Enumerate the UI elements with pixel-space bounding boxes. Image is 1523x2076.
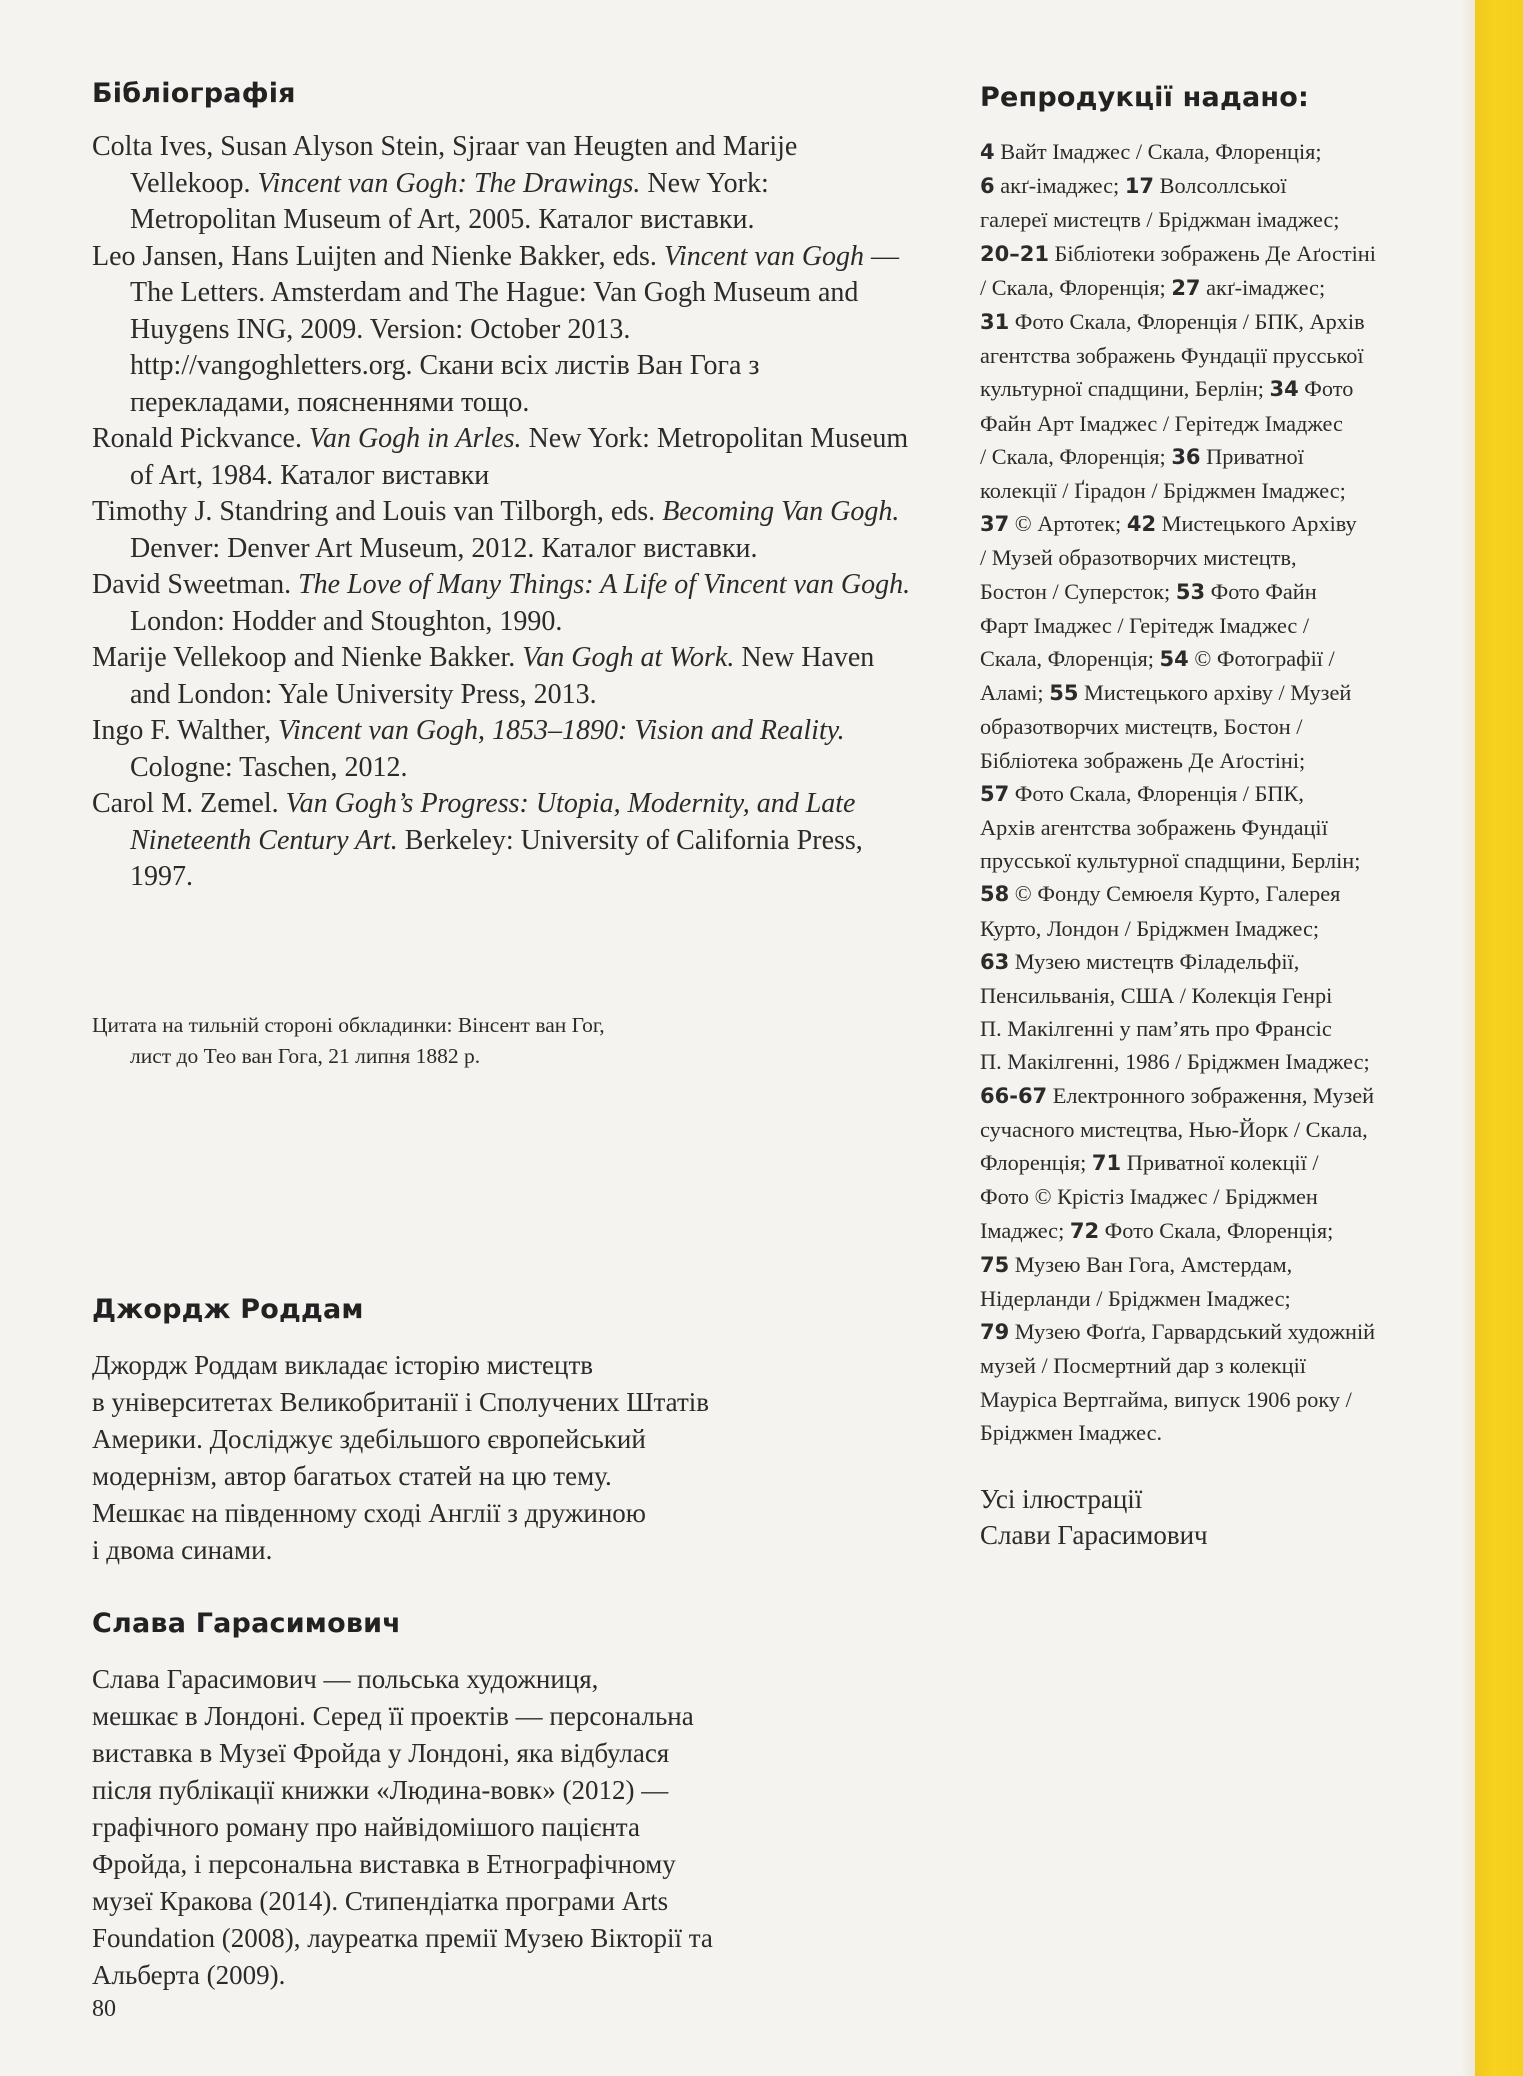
credit-text: / Скала, Флоренція;	[980, 274, 1172, 300]
credit-text: / Музей образотворчих мистецтв,	[980, 545, 1297, 571]
credit-line	[980, 912, 1470, 945]
bibliography-entry	[92, 786, 912, 896]
credit-page-number: 63	[980, 949, 1010, 974]
credit-text: Фото	[1298, 376, 1354, 402]
credit-line	[980, 744, 1470, 777]
credit-line	[980, 474, 1470, 507]
credit-line	[980, 1180, 1470, 1213]
entry-title: Van Gogh in Arles.	[308, 423, 522, 454]
credit-text: Нідерланди / Бріджмен Імаджес;	[980, 1285, 1291, 1311]
credit-text: прусської культурної спадщини, Берлін;	[980, 848, 1361, 874]
credit-text: Фото Файн	[1205, 578, 1317, 604]
entry-title: Vincent	[663, 240, 748, 272]
bio-line: виставка в Музеї Фройда у Лондоні, яка відбулася	[92, 1738, 670, 1768]
credit-text: Пенсильванія, США / Колекція Генрі	[980, 983, 1333, 1009]
bio-line: музеї Кракова (2014). Стипендіатка програми Arts	[92, 1886, 669, 1916]
credit-page-number: 17	[1124, 174, 1155, 199]
bibliography-list	[92, 129, 912, 896]
bibliography-entry	[92, 640, 912, 713]
credit-text: Скала, Флоренція;	[980, 646, 1160, 672]
credit-line	[980, 169, 1470, 203]
bio-line: мешкає в Лондоні. Серед її проектів — персональна	[92, 1701, 694, 1731]
entry-title: Van Gogh at Work.	[522, 642, 735, 673]
credit-line	[980, 372, 1470, 406]
credit-page-number: 71	[1091, 1151, 1122, 1176]
entry-text: Marije Vellekoop and Nienke Bakker.	[92, 642, 523, 673]
bibliography-entry	[92, 567, 912, 640]
credit-line	[980, 1079, 1470, 1113]
credit-text: Фото Скала, Флоренція / БПК, Архів	[1009, 309, 1365, 335]
credit-text: / Скала, Флоренція;	[980, 443, 1172, 469]
credit-text: образотворчих мистецтв, Бостон /	[980, 714, 1303, 740]
credit-line	[980, 811, 1470, 844]
credit-page-number: 58	[980, 882, 1010, 907]
credit-text: Аламі;	[980, 680, 1050, 706]
credit-page-number: 6	[980, 174, 995, 199]
credit-line	[980, 575, 1470, 609]
credit-line	[980, 271, 1470, 305]
bio-line: після публікації книжки «Людина-вовк» (2012) —	[92, 1775, 669, 1805]
entry-title: Van Gogh.	[781, 496, 900, 527]
credit-text: Приватної колекції /	[1121, 1150, 1319, 1176]
credit-page-number: 27	[1171, 275, 1201, 300]
credit-line	[980, 237, 1470, 271]
credit-page-number: 53	[1175, 579, 1206, 604]
credit-line	[980, 844, 1470, 877]
credit-line	[980, 135, 1470, 169]
credit-line	[980, 1416, 1470, 1449]
credit-line	[980, 203, 1470, 236]
entry-text: Van Gogh Museum and Huygens ING, 2009. Version:	[130, 277, 859, 345]
credit-text: Бостон / Суперсток;	[980, 578, 1176, 604]
entry-text: Ingo F. Walther,	[92, 715, 278, 746]
entry-text: Timothy J. Standring and Louis van Tilborgh, eds.	[92, 496, 663, 527]
credit-page-number: 42	[1126, 512, 1157, 537]
credit-text: П. Макілгенні у пам’ять про Франсіс	[980, 1016, 1332, 1042]
bibliography-entry	[92, 421, 912, 494]
credit-text: акґ-імаджес;	[1200, 274, 1326, 300]
entry-text: New York:	[521, 423, 650, 454]
entry-title: Van Gogh’s Progress: Utopia, Modernity,	[285, 788, 750, 819]
credit-text: агентства зображень Фундації прусської	[980, 343, 1364, 369]
credit-text: галереї мистецтв / Бріджман імаджес;	[980, 207, 1340, 233]
credit-page-number: 54	[1159, 647, 1189, 672]
entry-title: Vincent van Gogh, 1853–1890: Vision and	[277, 715, 753, 746]
bio-line: Джордж Роддам викладає історію мистецтв	[92, 1350, 594, 1380]
credit-page-number: 31	[980, 310, 1010, 335]
credit-line	[980, 1282, 1470, 1315]
entry-text: листів Ван Гога з перекладами, поясненнями тощо.	[130, 350, 760, 418]
illustrations-credit	[980, 1481, 1470, 1553]
credit-text: Архів агентства зображень Фундації	[980, 815, 1328, 841]
credit-text: Волсоллської	[1154, 173, 1287, 199]
picture-credits-section	[980, 82, 1470, 1553]
credit-page-number: 55	[1049, 681, 1079, 706]
credit-text: © Артотек;	[1009, 511, 1127, 537]
credit-line	[980, 877, 1470, 911]
credit-line	[980, 339, 1470, 372]
bio-line: і двома синами.	[92, 1535, 273, 1565]
credit-line	[980, 979, 1470, 1012]
bio-line: Foundation (2008), лауреатка премії Музею Вікторії та	[92, 1923, 713, 1953]
entry-text: Berkeley: University	[397, 824, 639, 856]
credit-page-number: 20–21	[980, 241, 1049, 266]
credit-line	[980, 1315, 1470, 1349]
credit-page-number: 34	[1269, 377, 1299, 402]
credit-text: П. Макілгенні, 1986 / Бріджмен Імаджес;	[980, 1049, 1370, 1075]
credit-text: Мауріса Вертгайма, випуск 1906 року /	[980, 1386, 1352, 1412]
credit-page-number: 4	[980, 140, 995, 164]
credit-line	[980, 642, 1470, 676]
credit-line	[980, 507, 1470, 541]
credit-line	[980, 1146, 1470, 1180]
bio-line: Мешкає на південному сході Англії з дружиною	[92, 1498, 646, 1528]
credit-text: Файн Арт Імаджес / Герітедж Імаджес	[980, 410, 1343, 436]
credit-line	[980, 777, 1470, 811]
bio-line: в університетах Великобританії і Сполучених Штатів	[92, 1387, 710, 1417]
bio-line: модернізм, автор багатьох статей на цю тему.	[92, 1461, 612, 1491]
credit-text: Курто, Лондон / Бріджмен Імаджес;	[980, 915, 1320, 941]
credit-text: © Фотографії /	[1188, 646, 1335, 672]
entry-text: Leo Jansen, Hans Luijten and Nienke Bakker, eds.	[92, 240, 664, 272]
bibliography-entry	[92, 239, 912, 422]
bio-line: Слава Гарасимович — польська художниця,	[92, 1664, 599, 1694]
credit-page-number: 79	[980, 1320, 1010, 1345]
credit-line	[980, 1349, 1470, 1382]
picture-credits-list	[980, 135, 1470, 1449]
illustrator-bio-text	[92, 1661, 892, 1994]
author-bio-roddam	[92, 1294, 892, 1569]
credit-text: культурної спадщини, Берлін;	[980, 376, 1270, 402]
credit-line	[980, 676, 1470, 710]
credit-text: Фарт Імаджес / Герітедж Імаджес /	[980, 612, 1310, 638]
credit-page-number: 57	[980, 781, 1010, 806]
credit-line	[980, 305, 1470, 339]
bibliography-title: Бібліографія	[92, 78, 296, 109]
credit-line	[980, 1012, 1470, 1045]
entry-text: of California Press, 1997.	[130, 824, 863, 892]
credit-text: Електронного зображення, Музей	[1047, 1082, 1375, 1108]
entry-text: виставки.	[643, 532, 758, 564]
entry-text: — The Letters. Amsterdam and The Hague:	[130, 240, 900, 308]
credit-text: © Фонду Семюеля Курто, Галерея	[1009, 881, 1341, 907]
credit-text: Мистецького Архіву	[1156, 511, 1357, 537]
credit-text: Мистецького архіву / Музей	[1078, 680, 1352, 706]
credit-page-number: 37	[980, 512, 1010, 537]
entry-title: Vincent van Gogh: The Drawings.	[257, 167, 641, 199]
credit-page-number: 66-67	[980, 1083, 1048, 1108]
credit-text: Бріджмен Імаджес.	[980, 1419, 1163, 1445]
entry-text: Colta Ives, Susan Alyson Stein, Sjraar van Heugten and	[92, 131, 716, 162]
entry-text: Denver: Denver Art Museum, 2012. Каталог	[130, 532, 637, 564]
entry-title: Vincent van Gogh.	[703, 569, 911, 600]
credit-line	[980, 407, 1470, 440]
credit-line	[980, 440, 1470, 474]
bibliography-entry	[92, 494, 912, 567]
credit-text: колекції / Ґірадон / Бріджмен Імаджес;	[980, 478, 1346, 504]
entry-text: New Haven and London: Yale University Press, 2013.	[130, 642, 875, 710]
illustrator-name: Слава Гарасимович	[92, 1608, 401, 1639]
entry-text: Carol M. Zemel.	[92, 788, 286, 819]
credit-line	[980, 945, 1470, 979]
author-name: Джордж Роддам	[92, 1294, 364, 1325]
credit-line	[980, 1045, 1470, 1078]
credit-text: Імаджес;	[980, 1217, 1070, 1243]
entry-text: New York: Metropolitan Museum of Art, 2005.	[130, 167, 769, 235]
bibliography-section	[92, 78, 912, 896]
credit-text: Музею мистецтв Філадельфії,	[1009, 948, 1300, 974]
entry-text: Marije Vellekoop.	[130, 131, 798, 199]
entry-text: David Sweetman.	[92, 569, 299, 600]
credit-line	[980, 609, 1470, 642]
page-number: 80	[92, 1996, 116, 2022]
yellow-page-edge	[1475, 0, 1523, 2076]
credit-line	[980, 710, 1470, 743]
entry-title: Becoming	[662, 496, 775, 527]
quote-note-line: Цитата на тильній стороні обкладинки: Вінсент ван Гог,	[92, 1013, 605, 1037]
entry-title: Reality.	[759, 715, 845, 746]
bio-line: Америки. Досліджує здебільшого європейський	[92, 1424, 646, 1454]
bibliography-entry	[92, 129, 912, 239]
author-bio-text	[92, 1347, 892, 1569]
entry-title: and Late Nineteenth Century Art.	[130, 788, 856, 856]
credit-text: Фото Скала, Флоренція / БПК,	[1009, 780, 1304, 806]
credit-text: музей / Посмертний дар з колекції	[980, 1353, 1306, 1379]
credit-line	[980, 1383, 1470, 1416]
bio-line: Альберта (2009).	[92, 1960, 286, 1990]
credit-text: Вайт Імаджес / Скала, Флоренція;	[994, 139, 1322, 164]
entry-text: Cologne: Taschen, 2012.	[130, 751, 408, 783]
bio-line: Фройда, і персональна виставка в Етнографічному	[92, 1849, 676, 1879]
credit-line	[980, 541, 1470, 574]
credit-text: Бібліотека зображень Де Аґостіні;	[980, 747, 1306, 773]
entry-text: Каталог виставки.	[538, 204, 755, 235]
entry-text: London: Hodder and Stoughton, 1990.	[130, 605, 563, 637]
quote-note-line: лист до Тео ван Гога, 21 липня 1882 р.	[130, 1044, 481, 1068]
picture-credits-title: Репродукції надано:	[980, 82, 1309, 113]
bibliography-entry	[92, 713, 912, 786]
entry-text: Ronald Pickvance.	[92, 423, 309, 454]
credit-text: Фото Скала, Флоренція;	[1099, 1217, 1334, 1243]
credit-line	[980, 1113, 1470, 1146]
credit-text: Приватної	[1200, 443, 1304, 469]
entry-title: van Gogh	[754, 240, 865, 272]
credit-text: Музею Ван Гога, Амстердам,	[1009, 1251, 1293, 1277]
credit-text: акґ-імаджес;	[994, 173, 1125, 199]
credit-text: сучасного мистецтва, Нью-Йорк / Скала,	[980, 1116, 1368, 1142]
cover-quote-note	[92, 1010, 852, 1072]
credit-page-number: 75	[980, 1252, 1010, 1277]
illustrations-credit-line: Слави Гарасимович	[980, 1519, 1208, 1550]
credit-text: Флоренція;	[980, 1150, 1092, 1176]
entry-title: The Love of Many Things: A Life of	[298, 569, 697, 600]
illustrator-bio	[92, 1608, 892, 1994]
credit-line	[980, 1248, 1470, 1282]
credit-line	[980, 1214, 1470, 1248]
credit-text: Фото © Крістіз Імаджес / Бріджмен	[980, 1184, 1318, 1210]
entry-text: October 2013. http://vangoghletters.org. Скани всіх	[130, 313, 631, 381]
credit-text: Бібліотеки зображень Де Аґостіні	[1048, 240, 1376, 266]
illustrations-credit-line: Усі ілюстрації	[980, 1483, 1143, 1514]
bio-line: графічного роману про найвідомішого пацієнта	[92, 1812, 640, 1842]
credit-page-number: 36	[1171, 444, 1201, 469]
credit-text: Музею Фоґґа, Гарвардський художній	[1009, 1319, 1376, 1345]
entry-text: Metropolitan Museum of Art, 1984. Каталог виставки	[130, 423, 909, 491]
credit-page-number: 72	[1069, 1218, 1100, 1243]
